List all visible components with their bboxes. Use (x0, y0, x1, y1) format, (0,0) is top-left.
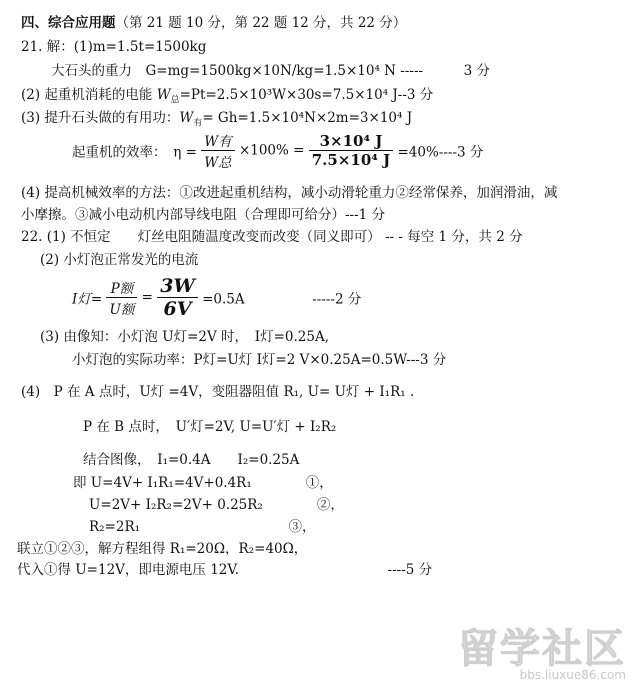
watermark-logo: 留学社区 (458, 626, 626, 672)
current-fraction-numeric (157, 275, 198, 320)
q22-line-9: 即 U=4V+ I₁R₁=4V+0.4R₁ ①， (73, 475, 333, 491)
q21-line-1: 21. 解：(1)m=1.5t=1500kg (21, 39, 207, 55)
q21-line-3-w: W (156, 87, 171, 103)
watermark-url: bbs.liuxue86.com (519, 668, 626, 682)
efficiency-numerator-numeric: 3×10⁴ J (309, 132, 393, 151)
q22-line-4: (3) 由像知：小灯泡 U灯=2V 时， I灯=0.25A, (40, 329, 330, 345)
current-label: I灯= (72, 291, 103, 308)
q21-line-3 (21, 86, 433, 110)
current-denominator-numeric: 6V (163, 298, 192, 320)
q21-line-2: 大石头的重力 G=mg=1500kg×10N/kg=1.5×10⁴ N ----- 3 分 (51, 63, 490, 79)
current-numerator-symbolic: P额 (106, 277, 137, 298)
q21-line-3-w-sub: 总 (170, 95, 180, 106)
section-heading-title: 四、综合应用题 (21, 15, 116, 31)
efficiency-denominator-symbolic: W总 (204, 155, 232, 171)
q21-line-6: (4) 提高机械效率的方法：①改进起重机结构，减小动滑轮重力②经常保养，加润滑油，减 (21, 185, 558, 201)
q21-line-4-formula: = Gh=1.5×10⁴N×2m=3×10⁴ J (202, 110, 413, 126)
q21-line-4-label: (3) 提升石头做的有用功： (21, 110, 180, 126)
q21-line-4-w-sub: 有 (193, 118, 203, 129)
q21-line-4-w: W (179, 110, 194, 126)
efficiency-formula (72, 130, 483, 171)
current-fraction-symbolic (106, 277, 137, 318)
current-result: =0.5A -----2 分 (202, 291, 362, 308)
q22-line-13: 代入①得 U=12V，即电源电压 12V. ----5 分 (17, 562, 433, 578)
efficiency-result: =40%----3 分 (397, 144, 484, 161)
section-heading (21, 14, 406, 32)
q21-line-3-formula: =Pt=2.5×10³W×30s=7.5×10⁴ J--3 分 (179, 87, 434, 103)
section-heading-note: （第 21 题 10 分，第 22 题 12 分，共 22 分） (115, 15, 407, 31)
q22-line-5: 小灯泡的实际功率：P灯=U灯 I灯=2 V×0.25A=0.5W---3 分 (72, 352, 447, 368)
current-equals: = (141, 289, 153, 306)
q22-line-8: 结合图像， I₁=0.4A I₂=0.25A (83, 452, 300, 468)
q22-line-11: R₂=2R₁ ③， (89, 519, 316, 535)
current-numerator-numeric: 3W (157, 275, 198, 298)
q22-line-6: (4) P 在 A 点时，U灯 =4V，变阻器阻值 R₁, U= U灯 + I₁R₁ . (21, 384, 415, 400)
q22-line-2: (2) 小灯泡正常发光的电流 (40, 252, 199, 268)
q22-line-12: 联立①②③，解方程组得 R₁=20Ω，R₂=40Ω， (17, 541, 308, 557)
q22-line-1: 22. (1) 不恒定 灯丝电阻随温度改变而改变（同义即可） -- - 每空 1 分，共 2 分 (21, 229, 523, 245)
q21-line-7: 小摩擦。③减小电动机内部导线电阻（合理即可给分）---1 分 (21, 207, 386, 223)
efficiency-label: 起重机的效率： η = (72, 144, 197, 161)
efficiency-numerator-symbolic: W有 (201, 130, 234, 151)
current-formula (72, 275, 361, 320)
q22-line-7: P 在 B 点时， U′灯=2V, U=U′灯 + I₂R₂ (83, 419, 337, 435)
efficiency-denominator-numeric: 7.5×10⁴ J (311, 151, 391, 169)
current-denominator-symbolic: U额 (109, 302, 135, 318)
watermark (458, 617, 626, 682)
q21-line-3-label: (2) 起重机消耗的电能 (21, 87, 153, 103)
efficiency-fraction-symbolic (201, 130, 234, 171)
q22-line-10: U=2V+ I₂R₂=2V+ 0.25R₂ ②， (89, 497, 344, 513)
efficiency-fraction-numeric (309, 132, 393, 169)
efficiency-times: ×100% = (238, 142, 305, 159)
